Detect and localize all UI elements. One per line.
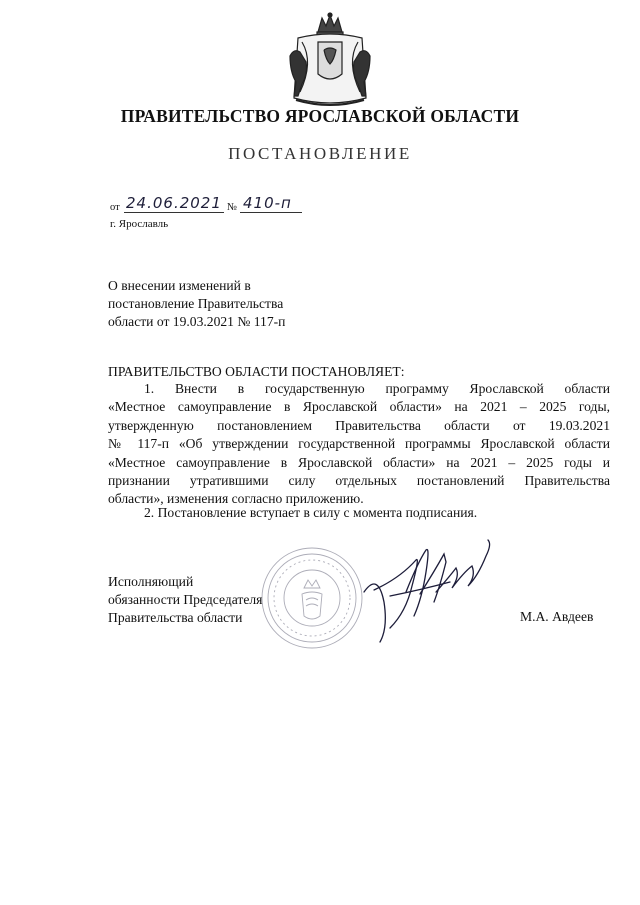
document-date: 24.06.2021 — [126, 194, 222, 212]
paragraph-line: 1. Внести в государственную программу Ярославской области — [144, 381, 610, 396]
document-type: ПОСТАНОВЛЕНИЕ — [228, 144, 412, 163]
number-prefix: № — [227, 202, 238, 213]
paragraph-line: области», изменения согласно приложению. — [108, 491, 364, 507]
number-underline — [240, 212, 302, 213]
subject-line: области от 19.03.2021 № 117-п — [108, 314, 286, 330]
paragraph-1 — [108, 380, 610, 509]
signer-position-line: Исполняющий — [108, 574, 194, 589]
document-subject — [108, 277, 408, 332]
signer-position-line: обязанности Председателя — [108, 592, 263, 607]
signer-position — [108, 573, 262, 627]
city: г. Ярославль — [110, 218, 169, 230]
handwritten-signature — [360, 532, 500, 650]
subject-line: О внесении изменений в — [108, 278, 251, 293]
coat-of-arms-emblem — [284, 12, 376, 110]
subject-line: постановление Правительства — [108, 296, 284, 312]
paragraph-line: «Местное самоуправление в Ярославской области» на 2021 – 2025 годы и — [108, 454, 610, 470]
paragraph-line: № 117-п «Об утверждении государственной программы Ярославской области — [108, 436, 610, 452]
date-underline — [124, 212, 224, 213]
signer-name: М.А. Авдеев — [520, 609, 594, 624]
decree-heading: ПРАВИТЕЛЬСТВО ОБЛАСТИ ПОСТАНОВЛЯЕТ: — [108, 364, 405, 379]
government-title: ПРАВИТЕЛЬСТВО ЯРОСЛАВСКОЙ ОБЛАСТИ — [120, 106, 520, 126]
paragraph-line: признании утратившими силу отдельных постановлений Правительства — [108, 473, 610, 489]
date-prefix: от — [110, 202, 120, 213]
document-number: 410-п — [243, 194, 292, 212]
paragraph-2: 2. Постановление вступает в силу с момента подписания. — [144, 505, 478, 520]
official-seal — [258, 544, 366, 652]
signer-position-line: Правительства области — [108, 610, 243, 625]
date-number-line — [110, 194, 310, 218]
paragraph-line: «Местное самоуправление в Ярославской области» на 2021 – 2025 годы, — [108, 399, 610, 415]
paragraph-line: утвержденную постановлением Правительства области от 19.03.2021 — [108, 417, 610, 433]
